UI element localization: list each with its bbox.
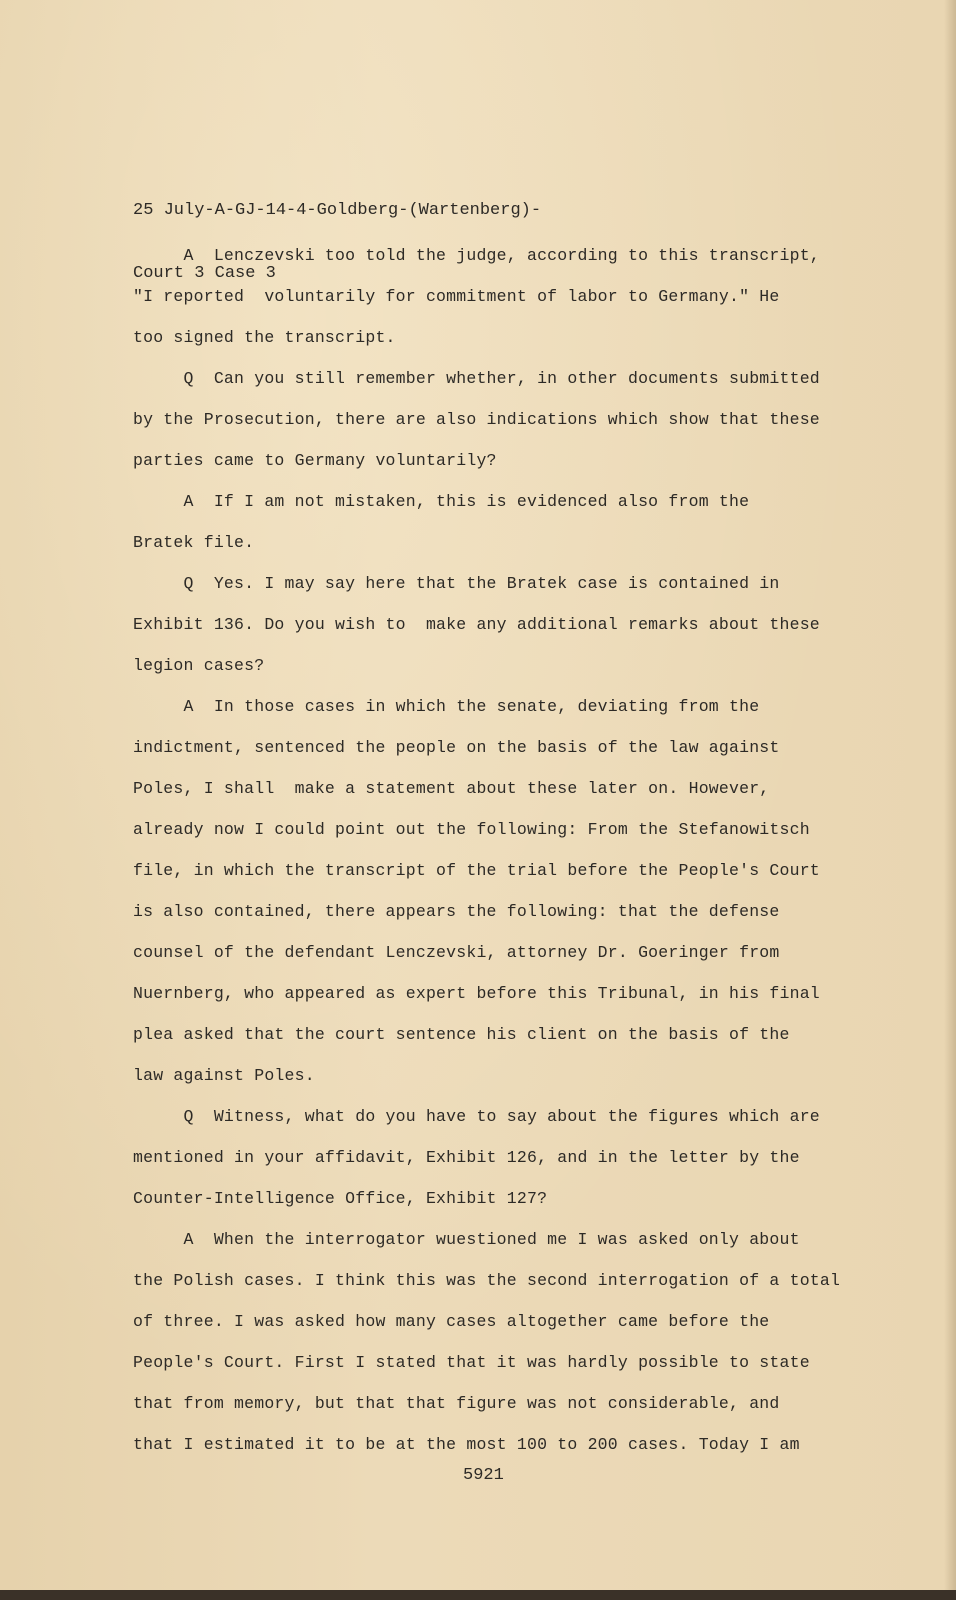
transcript-line: parties came to Germany voluntarily? (133, 451, 497, 470)
transcript-line: that from memory, but that that figure was not considerable, and (133, 1394, 780, 1413)
transcript-line: Poles, I shall make a statement about these later on. However, (133, 779, 770, 798)
transcript-line: A In those cases in which the senate, deviating from the (133, 697, 760, 716)
transcript-line: Counter-Intelligence Office, Exhibit 127? (133, 1189, 548, 1208)
transcript-line: "I reported voluntarily for commitment of labor to Germany." He (133, 287, 780, 306)
transcript-line: A If I am not mistaken, this is evidenced also from the (133, 492, 750, 511)
transcript-line: Q Can you still remember whether, in other documents submitted (133, 369, 820, 388)
transcript-line: plea asked that the court sentence his client on the basis of the (133, 1025, 790, 1044)
transcript-line: A When the interrogator wuestioned me I was asked only about (133, 1230, 800, 1249)
transcript-line: already now I could point out the following: From the Stefanowitsch (133, 820, 810, 839)
transcript-line: Q Witness, what do you have to say about the figures which are (133, 1107, 820, 1126)
transcript-line: the Polish cases. I think this was the second interrogation of a total (133, 1271, 841, 1290)
transcript-line: Bratek file. (133, 533, 255, 552)
header-line-2: Court 3 Case 3 (133, 264, 276, 283)
transcript-line: Q Yes. I may say here that the Bratek case is contained in (133, 574, 780, 593)
transcript-line: by the Prosecution, there are also indications which show that these (133, 410, 820, 429)
transcript-line: A Lenczevski too told the judge, according to this transcript, (133, 246, 820, 265)
transcript-body (133, 235, 853, 1465)
scan-bottom-edge (0, 1590, 956, 1600)
transcript-line: Nuernberg, who appeared as expert before this Tribunal, in his final (133, 984, 820, 1003)
transcript-line: indictment, sentenced the people on the basis of the law against (133, 738, 780, 757)
page-number: 5921 (463, 1466, 504, 1485)
transcript-line: legion cases? (133, 656, 265, 675)
transcript-line: too signed the transcript. (133, 328, 396, 347)
transcript-line: People's Court. First I stated that it was hardly possible to state (133, 1353, 810, 1372)
transcript-line: that I estimated it to be at the most 100 to 200 cases. Today I am (133, 1435, 800, 1454)
transcript-line: is also contained, there appears the following: that the defense (133, 902, 780, 921)
transcript-line: law against Poles. (133, 1066, 315, 1085)
paper-edge-shadow (944, 0, 956, 1600)
transcript-line: counsel of the defendant Lenczevski, attorney Dr. Goeringer from (133, 943, 780, 962)
transcript-line: file, in which the transcript of the trial before the People's Court (133, 861, 820, 880)
transcript-line: Exhibit 136. Do you wish to make any additional remarks about these (133, 615, 820, 634)
transcript-line: mentioned in your affidavit, Exhibit 126, and in the letter by the (133, 1148, 800, 1167)
transcript-line: of three. I was asked how many cases altogether came before the (133, 1312, 770, 1331)
header-line-1: 25 July-A-GJ-14-4-Goldberg-(Wartenberg)- (133, 201, 542, 220)
